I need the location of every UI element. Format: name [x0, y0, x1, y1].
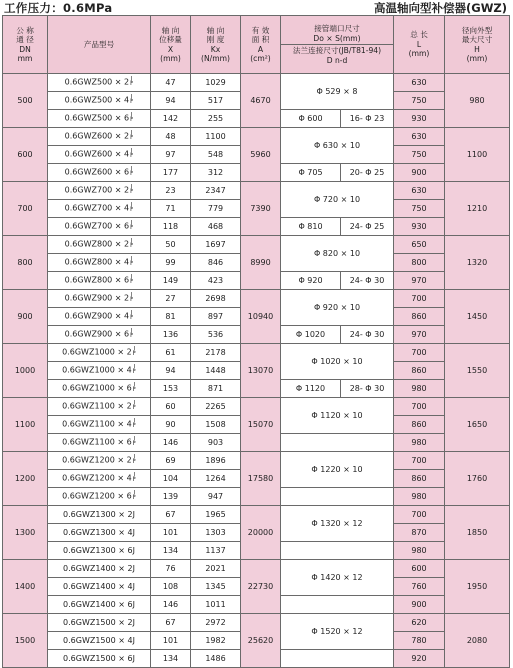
model-text: 0.6GWZ600 × 6	[64, 167, 130, 177]
model-cell	[48, 110, 151, 128]
displacement-cell: 76	[151, 560, 191, 578]
length-cell: 700	[394, 290, 445, 308]
displacement-cell: 142	[151, 110, 191, 128]
displacement-cell: 94	[151, 362, 191, 380]
table-row	[3, 290, 510, 308]
table-row	[3, 506, 510, 524]
length-cell: 860	[394, 308, 445, 326]
model-text: 0.6GWZ700 × 2	[64, 185, 130, 195]
dn-cell: 600	[3, 128, 48, 182]
length-cell: 700	[394, 452, 445, 470]
stiffness-cell: 1029	[191, 74, 241, 92]
model-text: 0.6GWZ500 × 6	[64, 113, 130, 123]
model-suffix: J F	[130, 148, 134, 160]
dn-cell: 1400	[3, 560, 48, 614]
model-cell	[48, 344, 151, 362]
model-text: 0.6GWZ900 × 2	[64, 293, 130, 303]
dn-cell: 800	[3, 236, 48, 290]
stiffness-cell: 1448	[191, 362, 241, 380]
displacement-cell: 23	[151, 182, 191, 200]
area-cell: 4670	[241, 74, 281, 128]
model-cell	[48, 398, 151, 416]
flange-d-cell: Φ 920	[281, 272, 341, 290]
model-cell	[48, 452, 151, 470]
stiffness-cell: 423	[191, 272, 241, 290]
model-suffix: J F	[132, 418, 136, 430]
model-text: 0.6GWZ700 × 4	[64, 203, 130, 213]
stiffness-cell: 468	[191, 218, 241, 236]
flange-d-cell: Φ 810	[281, 218, 341, 236]
displacement-cell: 134	[151, 542, 191, 560]
stiffness-cell: 871	[191, 380, 241, 398]
model-suffix: J F	[132, 472, 136, 484]
model-suffix: J F	[130, 112, 134, 124]
compensator-spec-table	[2, 15, 510, 668]
model-cell	[48, 74, 151, 92]
col-connection: 接管端口尺寸 Do × S(mm) 法兰连接尺寸(JB/T81-94) D n-d	[281, 16, 394, 74]
model-text: 0.6GWZ500 × 2	[64, 77, 130, 87]
area-cell: 13070	[241, 344, 281, 398]
model-suffix: J F	[132, 400, 136, 412]
displacement-cell: 50	[151, 236, 191, 254]
displacement-cell: 134	[151, 650, 191, 668]
displacement-cell: 90	[151, 416, 191, 434]
flange-d-cell: Φ 705	[281, 164, 341, 182]
length-cell: 620	[394, 614, 445, 632]
model-cell	[48, 434, 151, 452]
model-text: 0.6GWZ1000 × 2	[62, 347, 132, 357]
stiffness-cell: 1137	[191, 542, 241, 560]
displacement-cell: 94	[151, 92, 191, 110]
dn-cell: 1000	[3, 344, 48, 398]
length-cell: 700	[394, 398, 445, 416]
dn-cell: 1200	[3, 452, 48, 506]
model-cell	[48, 290, 151, 308]
dn-cell: 700	[3, 182, 48, 236]
length-cell: 900	[394, 596, 445, 614]
length-cell: 600	[394, 560, 445, 578]
model-text: 0.6GWZ800 × 4	[64, 257, 130, 267]
dn-cell: 900	[3, 290, 48, 344]
model-text: 0.6GWZ1300 × 6J	[63, 545, 135, 555]
area-cell: 10940	[241, 290, 281, 344]
length-cell: 900	[394, 164, 445, 182]
flange-empty-cell	[281, 488, 394, 506]
pipe-size-cell: Φ 720 × 10	[281, 182, 394, 218]
model-cell	[48, 164, 151, 182]
outer-size-cell: 2080	[445, 614, 510, 668]
outer-size-cell: 1950	[445, 560, 510, 614]
length-cell: 760	[394, 578, 445, 596]
length-cell: 630	[394, 182, 445, 200]
displacement-cell: 118	[151, 218, 191, 236]
model-suffix: J F	[130, 292, 134, 304]
length-cell: 630	[394, 128, 445, 146]
length-cell: 630	[394, 74, 445, 92]
flange-d-cell: Φ 1120	[281, 380, 341, 398]
length-cell: 980	[394, 434, 445, 452]
pipe-size-cell: Φ 1120 × 10	[281, 398, 394, 434]
stiffness-cell: 517	[191, 92, 241, 110]
length-cell: 750	[394, 200, 445, 218]
displacement-cell: 69	[151, 452, 191, 470]
model-cell	[48, 614, 151, 632]
area-cell: 8990	[241, 236, 281, 290]
area-cell: 25620	[241, 614, 281, 668]
model-suffix: J F	[132, 382, 136, 394]
displacement-cell: 67	[151, 614, 191, 632]
outer-size-cell: 1210	[445, 182, 510, 236]
model-cell	[48, 308, 151, 326]
sheet-header	[0, 0, 513, 14]
stiffness-cell: 903	[191, 434, 241, 452]
flange-nd-cell: 24- Φ 30	[341, 326, 394, 344]
model-cell	[48, 272, 151, 290]
model-text: 0.6GWZ1500 × 2J	[63, 617, 135, 627]
model-text: 0.6GWZ1400 × 6J	[63, 599, 135, 609]
stiffness-cell: 1896	[191, 452, 241, 470]
stiffness-cell: 1011	[191, 596, 241, 614]
col-area: 有 效 面 积 A (cm²)	[241, 16, 281, 74]
model-text: 0.6GWZ1300 × 4J	[63, 527, 135, 537]
model-cell	[48, 128, 151, 146]
model-text: 0.6GWZ700 × 6	[64, 221, 130, 231]
model-text: 0.6GWZ1200 × 4	[62, 473, 132, 483]
area-cell: 15070	[241, 398, 281, 452]
displacement-cell: 153	[151, 380, 191, 398]
pipe-size-cell: Φ 1320 × 12	[281, 506, 394, 542]
displacement-cell: 97	[151, 146, 191, 164]
model-text: 0.6GWZ1200 × 2	[62, 455, 132, 465]
length-cell: 970	[394, 326, 445, 344]
table-row	[3, 398, 510, 416]
stiffness-cell: 2021	[191, 560, 241, 578]
outer-size-cell: 1650	[445, 398, 510, 452]
model-cell	[48, 596, 151, 614]
displacement-cell: 104	[151, 470, 191, 488]
sheet-title: 高温轴向型补偿器(GWZ)	[374, 1, 507, 15]
outer-size-cell: 980	[445, 74, 510, 128]
stiffness-cell: 536	[191, 326, 241, 344]
model-cell	[48, 560, 151, 578]
model-cell	[48, 380, 151, 398]
displacement-cell: 146	[151, 434, 191, 452]
stiffness-cell: 1508	[191, 416, 241, 434]
table-row	[3, 74, 510, 92]
model-text: 0.6GWZ900 × 6	[64, 329, 130, 339]
model-text: 0.6GWZ800 × 2	[64, 239, 130, 249]
table-row	[3, 452, 510, 470]
flange-d-cell: Φ 600	[281, 110, 341, 128]
model-suffix: J F	[130, 166, 134, 178]
outer-size-cell: 1320	[445, 236, 510, 290]
model-suffix: J F	[132, 490, 136, 502]
length-cell: 780	[394, 632, 445, 650]
displacement-cell: 101	[151, 632, 191, 650]
stiffness-cell: 548	[191, 146, 241, 164]
model-suffix: J F	[132, 346, 136, 358]
length-cell: 970	[394, 272, 445, 290]
model-suffix: J F	[130, 130, 134, 142]
flange-d-cell: Φ 1020	[281, 326, 341, 344]
pipe-size-cell: Φ 820 × 10	[281, 236, 394, 272]
stiffness-cell: 1264	[191, 470, 241, 488]
model-suffix: J F	[132, 364, 136, 376]
flange-nd-cell: 28- Φ 30	[341, 380, 394, 398]
model-suffix: J F	[130, 76, 134, 88]
model-text: 0.6GWZ1500 × 4J	[63, 635, 135, 645]
col-length: 总 长 L (mm)	[394, 16, 445, 74]
table-row	[3, 236, 510, 254]
stiffness-cell: 2178	[191, 344, 241, 362]
model-cell	[48, 416, 151, 434]
working-pressure: 工作压力：0.6MPa	[4, 1, 113, 15]
model-text: 0.6GWZ1100 × 2	[62, 401, 132, 411]
table-row	[3, 128, 510, 146]
displacement-cell: 27	[151, 290, 191, 308]
dn-cell: 500	[3, 74, 48, 128]
model-cell	[48, 650, 151, 668]
model-text: 0.6GWZ1100 × 6	[62, 437, 132, 447]
stiffness-cell: 2347	[191, 182, 241, 200]
displacement-cell: 71	[151, 200, 191, 218]
displacement-cell: 136	[151, 326, 191, 344]
pipe-size-cell: Φ 1420 × 12	[281, 560, 394, 596]
model-cell	[48, 92, 151, 110]
model-cell	[48, 542, 151, 560]
model-text: 0.6GWZ1100 × 4	[62, 419, 132, 429]
pipe-size-cell: Φ 1520 × 12	[281, 614, 394, 650]
length-cell: 980	[394, 488, 445, 506]
stiffness-cell: 897	[191, 308, 241, 326]
model-cell	[48, 470, 151, 488]
model-text: 0.6GWZ600 × 4	[64, 149, 130, 159]
model-text: 0.6GWZ1000 × 4	[62, 365, 132, 375]
stiffness-cell: 1345	[191, 578, 241, 596]
model-cell	[48, 578, 151, 596]
col-outer-size: 径向外型 最大尺寸 H (mm)	[445, 16, 510, 74]
model-cell	[48, 182, 151, 200]
col-stiffness: 轴 向 刚 度 Kx (N/mm)	[191, 16, 241, 74]
area-cell: 17580	[241, 452, 281, 506]
pipe-size-cell: Φ 1020 × 10	[281, 344, 394, 380]
length-cell: 980	[394, 542, 445, 560]
length-cell: 930	[394, 218, 445, 236]
model-text: 0.6GWZ1500 × 6J	[63, 653, 135, 663]
displacement-cell: 61	[151, 344, 191, 362]
model-cell	[48, 236, 151, 254]
area-cell: 22730	[241, 560, 281, 614]
length-cell: 930	[394, 110, 445, 128]
flange-nd-cell: 16- Φ 23	[341, 110, 394, 128]
pipe-size-cell: Φ 1220 × 10	[281, 452, 394, 488]
dn-cell: 1500	[3, 614, 48, 668]
length-cell: 860	[394, 362, 445, 380]
model-suffix: J F	[130, 274, 134, 286]
displacement-cell: 47	[151, 74, 191, 92]
stiffness-cell: 779	[191, 200, 241, 218]
length-cell: 800	[394, 254, 445, 272]
outer-size-cell: 1550	[445, 344, 510, 398]
model-cell	[48, 218, 151, 236]
model-text: 0.6GWZ1000 × 6	[62, 383, 132, 393]
area-cell: 7390	[241, 182, 281, 236]
col-displacement: 轴 向 位移量 X (mm)	[151, 16, 191, 74]
displacement-cell: 108	[151, 578, 191, 596]
stiffness-cell: 947	[191, 488, 241, 506]
dn-cell: 1100	[3, 398, 48, 452]
outer-size-cell: 1100	[445, 128, 510, 182]
pipe-size-cell: Φ 630 × 10	[281, 128, 394, 164]
length-cell: 860	[394, 470, 445, 488]
model-suffix: J F	[130, 94, 134, 106]
flange-empty-cell	[281, 434, 394, 452]
pipe-size-cell: Φ 529 × 8	[281, 74, 394, 110]
table-row	[3, 614, 510, 632]
stiffness-cell: 1303	[191, 524, 241, 542]
model-suffix: J F	[130, 310, 134, 322]
table-row	[3, 560, 510, 578]
model-suffix: J F	[130, 256, 134, 268]
stiffness-cell: 1697	[191, 236, 241, 254]
model-text: 0.6GWZ1300 × 2J	[63, 509, 135, 519]
length-cell: 870	[394, 524, 445, 542]
stiffness-cell: 255	[191, 110, 241, 128]
spec-table-body	[3, 74, 510, 668]
model-text: 0.6GWZ900 × 4	[64, 311, 130, 321]
displacement-cell: 48	[151, 128, 191, 146]
length-cell: 920	[394, 650, 445, 668]
outer-size-cell: 1850	[445, 506, 510, 560]
model-cell	[48, 254, 151, 272]
model-text: 0.6GWZ1200 × 6	[62, 491, 132, 501]
stiffness-cell: 2972	[191, 614, 241, 632]
displacement-cell: 81	[151, 308, 191, 326]
stiffness-cell: 312	[191, 164, 241, 182]
col-model: 产品型号	[48, 16, 151, 74]
col-dn: 公 称 通 径 DN mm	[3, 16, 48, 74]
displacement-cell: 177	[151, 164, 191, 182]
displacement-cell: 67	[151, 506, 191, 524]
stiffness-cell: 1982	[191, 632, 241, 650]
model-suffix: J F	[130, 238, 134, 250]
model-text: 0.6GWZ1400 × 4J	[63, 581, 135, 591]
model-text: 0.6GWZ600 × 2	[64, 131, 130, 141]
model-suffix: J F	[130, 220, 134, 232]
model-text: 0.6GWZ800 × 6	[64, 275, 130, 285]
flange-nd-cell: 24- Φ 25	[341, 218, 394, 236]
flange-nd-cell: 24- Φ 30	[341, 272, 394, 290]
length-cell: 750	[394, 146, 445, 164]
length-cell: 860	[394, 416, 445, 434]
stiffness-cell: 846	[191, 254, 241, 272]
model-suffix: J F	[130, 328, 134, 340]
pipe-size-cell: Φ 920 × 10	[281, 290, 394, 326]
length-cell: 700	[394, 506, 445, 524]
stiffness-cell: 1100	[191, 128, 241, 146]
model-cell	[48, 362, 151, 380]
stiffness-cell: 1486	[191, 650, 241, 668]
flange-empty-cell	[281, 596, 394, 614]
outer-size-cell: 1760	[445, 452, 510, 506]
model-suffix: J F	[132, 436, 136, 448]
stiffness-cell: 2698	[191, 290, 241, 308]
model-suffix: J F	[130, 202, 134, 214]
area-cell: 5960	[241, 128, 281, 182]
model-cell	[48, 200, 151, 218]
displacement-cell: 146	[151, 596, 191, 614]
model-text: 0.6GWZ1400 × 2J	[63, 563, 135, 573]
length-cell: 980	[394, 380, 445, 398]
stiffness-cell: 1965	[191, 506, 241, 524]
table-row	[3, 344, 510, 362]
model-cell	[48, 488, 151, 506]
outer-size-cell: 1450	[445, 290, 510, 344]
displacement-cell: 60	[151, 398, 191, 416]
length-cell: 750	[394, 92, 445, 110]
stiffness-cell: 2265	[191, 398, 241, 416]
table-row	[3, 182, 510, 200]
length-cell: 700	[394, 344, 445, 362]
model-suffix: J F	[130, 184, 134, 196]
model-cell	[48, 506, 151, 524]
area-cell: 20000	[241, 506, 281, 560]
flange-nd-cell: 20- Φ 25	[341, 164, 394, 182]
displacement-cell: 149	[151, 272, 191, 290]
flange-empty-cell	[281, 650, 394, 668]
length-cell: 650	[394, 236, 445, 254]
flange-empty-cell	[281, 542, 394, 560]
displacement-cell: 139	[151, 488, 191, 506]
model-suffix: J F	[132, 454, 136, 466]
model-cell	[48, 146, 151, 164]
model-cell	[48, 632, 151, 650]
displacement-cell: 101	[151, 524, 191, 542]
dn-cell: 1300	[3, 506, 48, 560]
model-cell	[48, 326, 151, 344]
model-text: 0.6GWZ500 × 4	[64, 95, 130, 105]
displacement-cell: 99	[151, 254, 191, 272]
model-cell	[48, 524, 151, 542]
